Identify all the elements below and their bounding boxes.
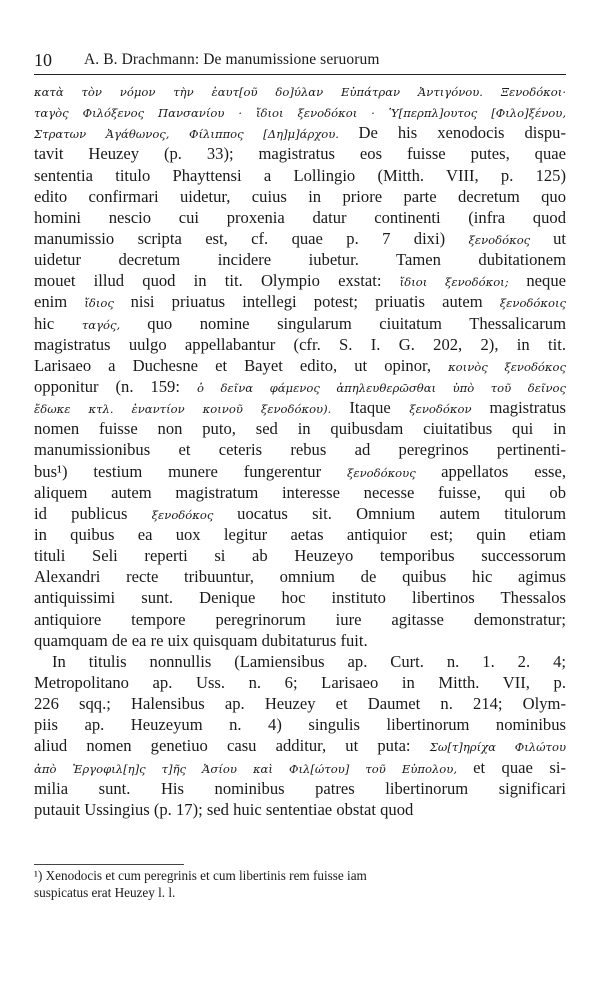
- text-line: putauit Ussingius (p. 17); sed huic sententiae obstat quod: [34, 799, 414, 819]
- text-line: mouet illud quod in tit. Olympio exstat: ἴδιοι ξενοδόκοι; neque: [34, 271, 566, 291]
- text-line: Larisaeo a Duchesne et Bayet edito, ut opinor, κοινὸς ξενοδόκος: [34, 355, 566, 375]
- text-line: milia sunt. His nominibus patres libertinorum significari: [34, 778, 566, 798]
- footnote: [34, 867, 566, 901]
- text-line: ἀπὸ Ἐργοφιλ[η]ς τ]ῆς Ἀσίου καὶ Φιλ[ώτου] τοῦ Εὐπολου, et quae si-: [34, 757, 566, 777]
- page-header: [34, 48, 564, 68]
- text-line: edito confirmari uidetur, cuius in priore parte decretum quo: [34, 186, 566, 206]
- greek-text: ξενοδόκοις: [499, 296, 567, 311]
- text-line: aliquem autem magistratum interesse necesse fuisse, qui ob: [34, 482, 566, 502]
- text-line: bus¹) testium munere fungerentur ξενοδόκους appellatos esse,: [34, 461, 566, 481]
- text-line: enim ἴδιος nisi priuatus intellegi potest; priuatis autem ξενοδόκοις: [34, 292, 567, 312]
- text-line: antiquiore tempore peregrinorum iure agitasse demonstratur;: [34, 609, 566, 629]
- text-line: tavit Heuzey (p. 33); magistratus eos fuisse putes, quae: [34, 144, 566, 164]
- running-title: A. B. Drachmann: De manumissione seruorum: [84, 51, 380, 68]
- text-line: opponitur (n. 159: ὁ δεῖνα φάμενος ἀπηλευθερῶσθαι ὑπὸ τοῦ δεῖνος: [34, 376, 566, 396]
- greek-text: κοινὸς ξενοδόκος: [448, 359, 566, 374]
- footnote-line: suspicatus erat Heuzey l. l.: [34, 885, 176, 900]
- greek-text: ξενοδόκους: [346, 465, 442, 480]
- greek-text: Στρατων Ἀγάθωνος, Φίλιππος [Δη]μ]άρχου.: [34, 127, 359, 142]
- text-line: manumissio scripta est, cf. quae p. 7 dixi) ξενοδόκος ut: [34, 228, 567, 248]
- text-line: magistratus uulgo appellabantur (cfr. S. I. G. 202, 2), in tit.: [34, 334, 566, 354]
- greek-text: ταγός,: [81, 317, 148, 332]
- text-line: quamquam de ea re uix quisquam dubitaturus fuit.: [34, 630, 368, 650]
- header-rule: [34, 74, 566, 75]
- greek-text: ξενοδόκον: [409, 402, 490, 417]
- text-line: in quibus ea uox legitur aetas antiquior est; quin etiam: [34, 524, 566, 544]
- greek-text: ἴδιος: [84, 296, 131, 311]
- text-line: 226 sqq.; Halensibus ap. Heuzey et Daumet n. 214; Olym-: [34, 694, 566, 714]
- greek-text: ἀπὸ Ἐργοφιλ[η]ς τ]ῆς Ἀσίου καὶ Φιλ[ώτου] τοῦ Εὐπολου,: [34, 761, 474, 776]
- footnote-rule: [34, 864, 184, 865]
- greek-text: ἴδιοι ξενοδόκοι;: [399, 275, 527, 290]
- greek-text: ὁ δεῖνα φάμενος ἀπηλευθερῶσθαι ὑπὸ τοῦ δεῖνος: [196, 380, 566, 395]
- text-line: antiquissimi sunt. Denique hoc instituto libertinos Thessalos: [34, 588, 566, 608]
- text-line: ἔδωκε κτλ. ἐναντίον κοινοῦ ξενοδόκου). Itaque ξενοδόκον magistratus: [34, 398, 567, 418]
- text-line: aliud nomen genetiuo casu additur, ut puta: Σω[τ]ηρίχα Φιλώτου: [34, 736, 566, 756]
- greek-text: ξενοδόκος: [151, 507, 238, 522]
- text-line: homini nescio cui proxenia datur continenti (infra quod: [34, 207, 566, 227]
- greek-text: ἔδωκε κτλ. ἐναντίον κοινοῦ ξενοδόκου).: [34, 402, 350, 417]
- text-line: manumissionibus et ceteris rebus ad peregrinos pertinenti-: [34, 440, 566, 460]
- text-line: hic ταγός, quo nomine singularum ciuitatum Thessalicarum: [34, 313, 566, 333]
- page-number: 10: [34, 50, 52, 70]
- greek-text: ξενοδόκος: [468, 232, 554, 247]
- text-line: [34, 101, 566, 122]
- text-line: piis ap. Heuzeyum n. 4) singulis libertinorum nominibus: [34, 715, 566, 735]
- greek-text: κατὰ τὸν νόμον τὴν ἑαυτ[οῦ δο]ύλαν Εὐπάτραν Ἀντιγόνου. Ξενοδόκοι·: [34, 85, 566, 99]
- text-line: sententia titulo Phayttensi a Lollingio (Mitth. VIII, p. 125): [34, 165, 566, 185]
- text-line: nomen fuisse non puto, sed in quibusdam ciuitatibus qui in: [34, 419, 566, 439]
- text-line: Στρατων Ἀγάθωνος, Φίλιππος [Δη]μ]άρχου. De his xenodocis dispu-: [34, 123, 566, 143]
- text-line: Alexandri recte tribuuntur, omnium de quibus hic agimus: [34, 567, 566, 587]
- main-text: [34, 80, 566, 820]
- text-line: uidetur decretum incidere iubetur. Tamen dubitationem: [34, 250, 566, 270]
- text-line: [34, 80, 566, 101]
- greek-text: Σω[τ]ηρίχα Φιλώτου: [429, 740, 566, 755]
- text-line: In titulis nonnullis (Lamiensibus ap. Curt. n. 1. 2. 4;: [52, 651, 566, 671]
- footnote-line: ¹) Xenodocis et cum peregrinis et cum libertinis rem fuisse iam: [34, 868, 367, 883]
- text-line: tituli Seli reperti si ab Heuzeyo temporibus successorum: [34, 546, 566, 566]
- text-line: id publicus ξενοδόκος uocatus sit. Omnium autem titulorum: [34, 503, 567, 523]
- greek-text: ταγὸς Φιλόξενος Πανσανίου · ἴδιοι ξενοδόκοι · Ὑ[περπλ]ουτος [Φιλο]ξένου,: [34, 106, 566, 121]
- text-line: Metropolitano ap. Uss. n. 6; Larisaeo in Mitth. VII, p.: [34, 672, 566, 692]
